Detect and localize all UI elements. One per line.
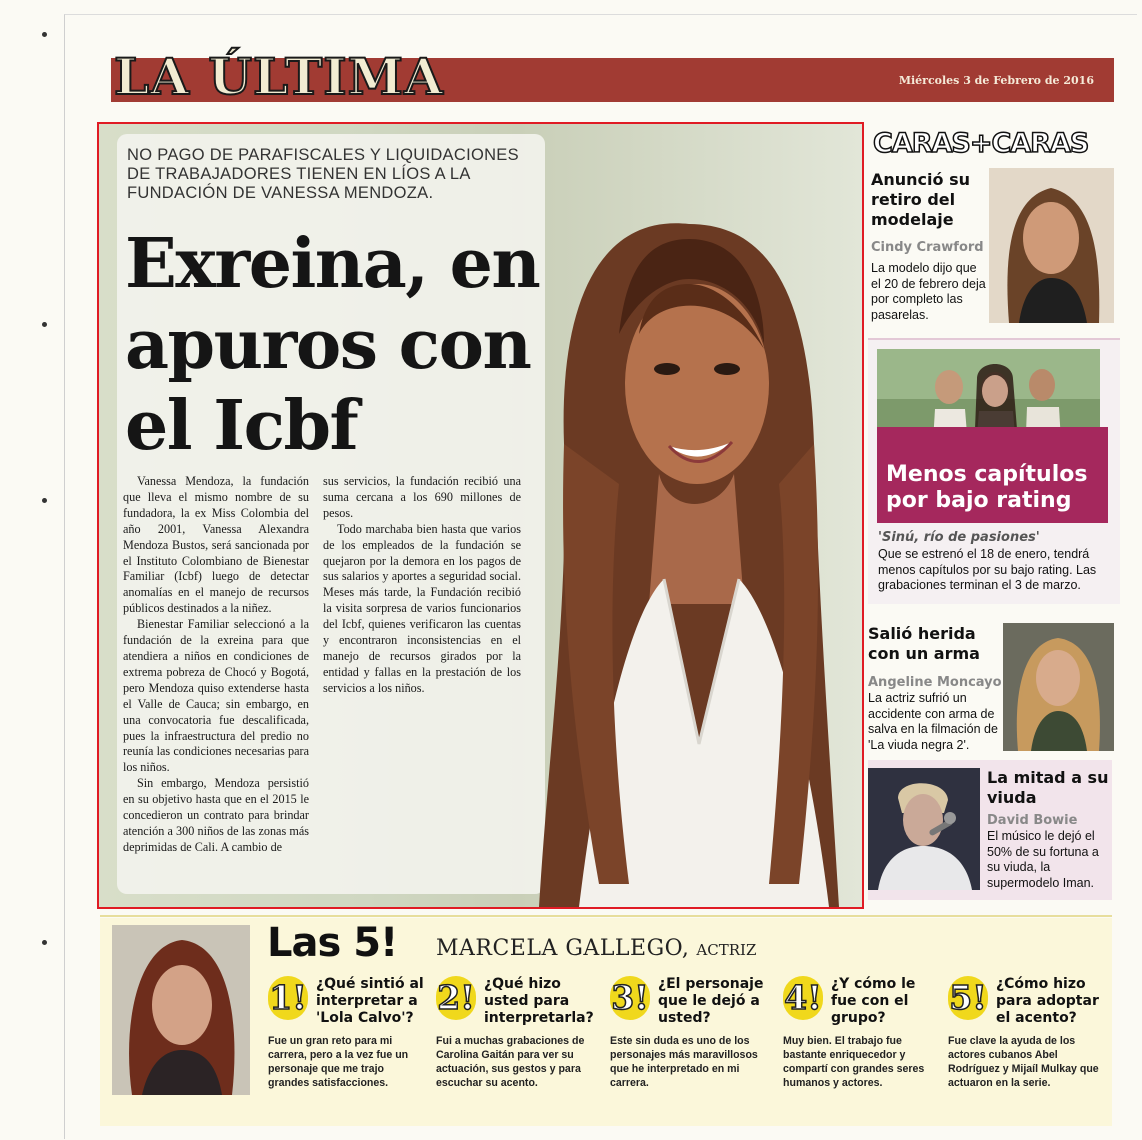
vanessa-mendoza-photo bbox=[539, 184, 839, 907]
story-column-1 bbox=[123, 474, 309, 856]
paragraph: Todo marchaba bien hasta que varios de los empleados de la fundación se quejaron por la demora en los pagos de sus salarios y aportes a seguridad social. Meses más tarde, la Fundación recibió la visita sorpresa de varios funcionarios del Icbf, quienes verificaron las cuentas y encontraron inconsistencias en el manejo de recursos girados por la entidad y fallas en la prestación de los servicios a los niños. bbox=[323, 521, 521, 695]
issue-date: Miércoles 3 de Febrero de 2016 bbox=[898, 74, 1094, 87]
margin-dot bbox=[42, 498, 47, 503]
item4-headline: La mitad a su viuda bbox=[987, 768, 1109, 807]
interviewee-name: MARCELA GALLEGO, bbox=[436, 936, 690, 961]
qa-answer: Muy bien. El trabajo fue bastante enriquecedor y compartí con grandes seres humanos y actores. bbox=[783, 1035, 925, 1089]
las5-title: Las 5! bbox=[267, 920, 398, 966]
qa-number: 1! bbox=[268, 976, 308, 1020]
qa-answer: Fui a muchas grabaciones de Carolina Gaitán para ver su actuación, sus gestos y para escuchar su acento. bbox=[436, 1035, 585, 1089]
margin-dot bbox=[42, 322, 47, 327]
item3-headline: Salió herida con un arma bbox=[868, 624, 980, 663]
qa-question: ¿El personaje que le dejó a usted? bbox=[658, 976, 764, 1026]
paragraph: Sin embargo, Mendoza persistió en su objetivo hasta que en el 2015 le concedieron un contrato para brindar atención a 300 niños de las zonas más deprimidas de Cali. A cambio de bbox=[123, 776, 309, 854]
headline-line: Exreina, en bbox=[125, 224, 540, 304]
qa-number: 2! bbox=[436, 976, 476, 1020]
item4-name: David Bowie bbox=[987, 813, 1078, 828]
paragraph: sus servicios, la fundación recibió una suma cercana a los 690 millones de pesos. bbox=[323, 474, 521, 520]
qa-question: ¿Qué hizo usted para interpretarla? bbox=[484, 976, 594, 1026]
item3-name: Angeline Moncayo bbox=[868, 675, 1002, 690]
qa-number: 3! bbox=[610, 976, 650, 1020]
qa-question: ¿Qué sintió al interpretar a 'Lola Calvo'? bbox=[316, 976, 424, 1026]
story-column-2 bbox=[323, 474, 521, 697]
margin-dot bbox=[42, 32, 47, 37]
item2-text: Que se estrenó el 18 de enero, tendrá menos capítulos por su bajo rating. Las grabaciones terminan el 3 de marzo. bbox=[878, 547, 1097, 592]
interviewee-role: ACTRIZ bbox=[696, 941, 757, 959]
angeline-moncayo-photo bbox=[1003, 623, 1114, 751]
qa-answer: Fue clave la ayuda de los actores cubanos Abel Rodríguez y Mijaíl Mulkay que actuaron en la serie. bbox=[948, 1035, 1099, 1089]
item3-text: La actriz sufrió un accidente con arma de salva en la filmación de 'La viuda negra 2'. bbox=[868, 691, 998, 752]
section-divider bbox=[100, 915, 1112, 917]
margin-dot bbox=[42, 940, 47, 945]
section-title: LA ÚLTIMA bbox=[114, 47, 444, 106]
david-bowie-photo bbox=[868, 768, 980, 890]
headline-line: el Icbf bbox=[125, 386, 358, 466]
qa-answer: Fue un gran reto para mi carrera, pero a la vez fue un personaje que me trajo grandes satisfacciones. bbox=[268, 1035, 409, 1089]
sidebar-title: CARAS+CARAS bbox=[873, 128, 1089, 159]
item2-name: 'Sinú, río de pasiones' bbox=[878, 530, 1040, 545]
item2-headline: Menos capítulos por bajo rating bbox=[886, 462, 1088, 513]
qa-number: 4! bbox=[783, 976, 823, 1020]
interviewee bbox=[436, 936, 756, 961]
marcela-gallego-photo bbox=[112, 925, 250, 1095]
cindy-crawford-photo bbox=[989, 168, 1114, 323]
headline-line: apuros con bbox=[125, 305, 531, 385]
paragraph: Vanessa Mendoza, la fundación que lleva el mismo nombre de su fundadora, la ex Miss Colombia del año 2001, Vanessa Alexandra Mendoza Bustos, será sancionada por el Instituto Colombiano de Bienestar Familiar (Icbf) luego de detectar anomalías en el manejo de recursos públicos destinados a la niñez. bbox=[123, 474, 309, 616]
qa-question: ¿Cómo hizo para adoptar el acento? bbox=[996, 976, 1099, 1026]
story-headline bbox=[125, 224, 545, 467]
item1-name: Cindy Crawford bbox=[871, 240, 984, 255]
paragraph: Bienestar Familiar seleccionó a la fundación de la exreina para que atendiera a niños en condiciones de extrema pobreza de Chocó y Bogotá, pero Mendoza quiso extenderse hasta el Valle de Cauca; sin embargo, en una convocatoria fue descalificada, pues la infraestructura del predio no reunía las condiciones necesarias para los niños. bbox=[123, 617, 309, 775]
qa-answer: Este sin duda es uno de los personajes más maravillosos que he interpretado en mi carrera. bbox=[610, 1035, 758, 1089]
item1-headline: Anunció su retiro del modelaje bbox=[871, 170, 970, 229]
story-kicker: NO PAGO DE PARAFISCALES Y LIQUIDACIONES DE TRABAJADORES TIENEN EN LÍOS A LA FUNDACIÓN DE VANESSA MENDOZA. bbox=[127, 146, 519, 202]
main-story bbox=[97, 122, 864, 909]
qa-number: 5! bbox=[948, 976, 988, 1020]
item1-text: La modelo dijo que el 20 de febrero deja por completo las pasarelas. bbox=[871, 261, 986, 322]
qa-question: ¿Y cómo le fue con el grupo? bbox=[831, 976, 916, 1026]
item4-text: El músico le dejó el 50% de su fortuna a su viuda, la supermodelo Iman. bbox=[987, 829, 1099, 890]
